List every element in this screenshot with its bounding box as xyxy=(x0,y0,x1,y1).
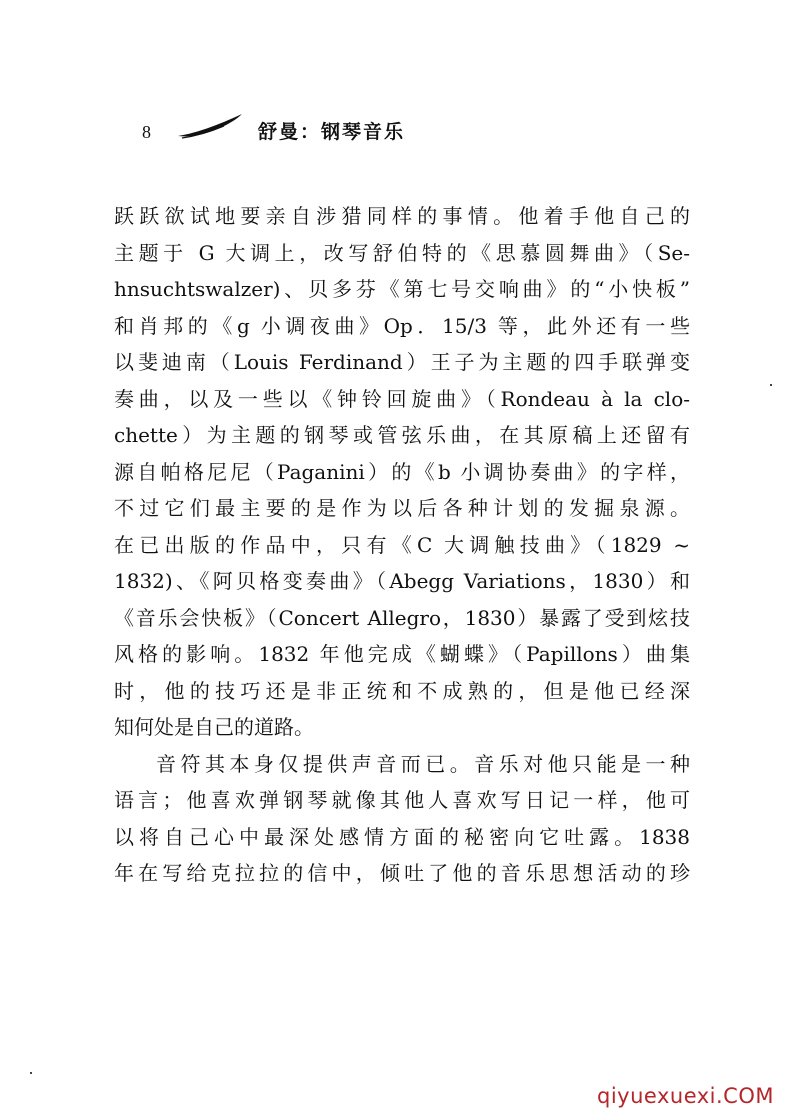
text-line: 年在写给克拉拉的信中，倾吐了他的音乐思想活动的珍 xyxy=(114,861,690,885)
text-line: 以将自己心中最深处感情方面的秘密向它吐露。1838 xyxy=(114,824,690,849)
text-line: hnsuchtswalzer)、贝多芬《第七号交响曲》的“小快板” xyxy=(114,277,690,301)
text-line: 源自帕格尼尼（Paganini）的《b 小调协奏曲》的字样， xyxy=(114,459,690,484)
text-line: 在已出版的作品中，只有《C 大调触技曲》（1829 ~ xyxy=(114,532,690,557)
text-line: 时，他的技巧还是非正统和不成熟的，但是他已经深 xyxy=(114,678,690,703)
text-line: 风格的影响。1832 年他完成《蝴蝶》（Papillons）曲集 xyxy=(114,642,690,666)
text-line: 和肖邦的《g 小调夜曲》Op．15/3 等，此外还有一些 xyxy=(114,313,690,338)
text-line: 1832)、《阿贝格变奏曲》（Abegg Variations，1830）和 xyxy=(114,569,690,593)
text-line: 奏曲，以及一些以《钟铃回旋曲》（Rondeau à la clo- xyxy=(114,386,690,411)
quill-ornament-icon xyxy=(176,112,246,142)
text-line: 以斐迪南（Louis Ferdinand）王子为主题的四手联弹变 xyxy=(114,350,690,374)
watermark-text[interactable]: qiyuexuexi.COM xyxy=(597,1084,774,1108)
text-line: 不过它们最主要的是作为以后各种计划的发掘泉源。 xyxy=(114,496,690,520)
text-line: 跃跃欲试地要亲自涉猎同样的事情。他着手他自己的 xyxy=(114,204,690,228)
page-number: 8 xyxy=(142,122,151,142)
scan-speck xyxy=(30,1072,32,1074)
text-line: 语言；他喜欢弹钢琴就像其他人喜欢写日记一样，他可 xyxy=(114,788,690,812)
text-line: chette）为主题的钢琴或管弦乐曲，在其原稿上还留有 xyxy=(114,423,690,447)
text-line: 《音乐会快板》（Concert Allegro，1830）暴露了受到炫技 xyxy=(114,605,690,630)
scan-speck xyxy=(770,384,772,386)
running-title: 舒曼：钢琴音乐 xyxy=(258,121,406,143)
text-line: 音符其本身仅提供声音而已。音乐对他只能是一种 xyxy=(156,751,690,776)
body-text xyxy=(114,198,690,892)
text-line: 主题于 G 大调上，改写舒伯特的《思慕圆舞曲》（Se- xyxy=(114,240,690,265)
text-line: 知何处是自己的道路。 xyxy=(114,715,314,739)
